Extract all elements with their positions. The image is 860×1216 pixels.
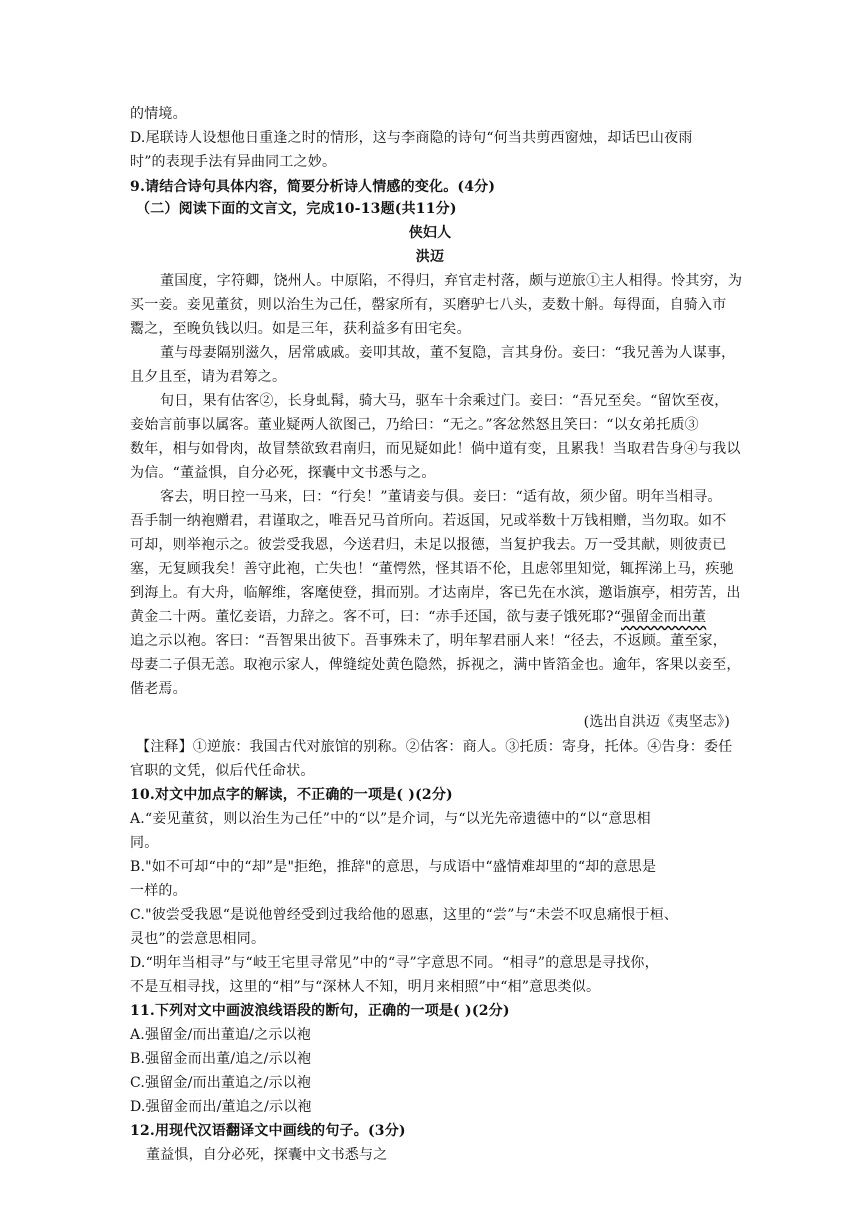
paragraph-1-line: 董国度，字符卿，饶州人。中原陷，不得归，弃官走村落，颇与逆旅①主人相得。怜其穷，为 [160,273,743,289]
q11-option: C.强留金/而出董追之/示以袍 [130,1075,312,1091]
paragraph-2-line: 董与母妻隔别滋久，居常戚戚。妾叩其故，董不复隐，言其身份。妾曰：“我兄善为人谋事， [160,345,736,361]
q11-option: A.强留金/而出董追/之示以袍 [130,1027,311,1043]
section-heading: （二）阅读下面的文言文，完成10-13题(共11分) [136,201,457,217]
paragraph-1-line: 买一妾。妾见董贫，则以治生为己任，罄家所有，买磨驴七八头，麦数十斛。每得面，自骑入市 [130,297,727,313]
q10-option-c-cont: 灵也”的尝意思相同。 [130,931,266,947]
paragraph-4-line-with-wavy [130,606,730,628]
notes-line: 【注释】①逆旅：我国古代对旅馆的别称。②估客：商人。③托质：寄身，托体。④告身：委任 [136,739,733,755]
q8-option-d-line2: 时”的表现手法有异曲同工之妙。 [130,154,337,170]
paragraph-4-line: 可却，则举袍示之。彼尝受我恩，今送君归，未足以报德，当复护我去。万一受其献，则彼责已 [130,537,727,553]
paragraph-4-line: 母妻二子俱无恙。取袍示家人，俾缝绽处黄色隐然，拆视之，满中皆箔金也。逾年，客果以妾至， [130,657,741,673]
q10-option-d-cont: 不是互相寻找，这里的“相”与“深林人不知，明月来相照”中“相”意思类似。 [130,979,601,995]
paragraph-4-line: 到海上。有大舟，临解维，客麾使登，揖而别。才达南岸，客已先在水滨，邀诣旗亭，相劳苦，出 [130,585,741,601]
q8-tail-line: 的情境。 [130,106,187,122]
paragraph-3-line: 妾始言前事以属客。董业疑两人欲图己，乃给曰：“无之。”客忿然怒且笑曰：“以女弟托质③ [130,417,699,433]
q11-option: B.强留金而出董/追之/示以袍 [130,1051,312,1067]
paragraph-4-line: 吾手制一纳袍赠君，君谨取之，唯吾兄马首所向。若返国，兄或举数十万钱相赠，当勿取。如不 [130,513,727,529]
question-9: 9.请结合诗句具体内容，简要分析诗人情感的变化。(4分) [130,179,496,195]
wavy-underlined-segment: 强留金而出董 [621,609,707,625]
paragraph-4-line: 塞，无复顾我矣！善守此袍，亡失也！“董愕然，怪其语不伦，且虑邻里知觉，辄挥涕上马，疾驰 [130,561,734,577]
paragraph-1-line: 鬻之，至晚负钱以归。如是三年，获利益多有田宅矣。 [130,321,471,337]
paragraph-4-line: 偕老焉。 [130,681,187,697]
notes-line: 官职的文凭，似后代任命状。 [130,763,315,779]
q11-option: D.强留金而出/董追之/示以袍 [130,1099,312,1115]
question-10: 10.对文中加点字的解读，不正确的一项是( )(2分) [130,787,453,803]
q10-option-a-cont: 同。 [130,835,159,851]
source-citation: (选出自洪迈《夷坚志》) [583,714,730,730]
q10-option-b: B."如不可却“中的“却”是"拒绝，推辞"的意思，与成语中“盛情难却里的“却的意思是 [130,859,657,875]
q12-sentence: 董益惧，自分必死，探囊中文书悉与之 [146,1147,388,1163]
q8-option-d-line1: D.尾联诗人设想他日重逢之时的情形，这与李商隐的诗句“何当共剪西窗烛，却话巴山夜雨 [130,130,693,146]
paragraph-3-line: 旬日，果有估客②，长身虬髯，骑大马，驱车十余乘过门。妾曰：“吾兄至矣。“留饮至夜， [160,393,729,409]
paragraph-3-line: 数年，相与如骨肉，故冒禁欲致君南归，而见疑如此！倘中道有变，且累我！当取君告身④与我以 [130,441,741,457]
question-11: 11.下列对文中画波浪线语段的断句，正确的一项是( )(2分) [130,1003,510,1019]
paragraph-3-line: 为信。“董益惧，自分必死，探囊中文书悉与之。 [130,465,436,481]
q10-option-d: D.“明年当相寻”与“岐王宅里寻常见”中的“寻”字意思不同。“相寻”的意思是寻找你， [130,955,659,971]
paragraph-4-line: 客去，明日控一马来，曰：“行矣！”董请妾与俱。妾曰：“适有故，须少留。明年当相寻。 [160,489,722,505]
passage-author: 洪迈 [415,249,445,265]
q10-option-b-cont: 一样的。 [130,883,187,899]
paragraph-4-text: 黄金二十两。董忆妾语，力辞之。客不可，曰：“赤手还国，欲与妻子饿死耶?“ [130,609,622,625]
question-12: 12.用现代汉语翻译文中画线的句子。(3分) [130,1123,406,1139]
q10-option-c: C."彼尝受我恩“是说他曾经受到过我给他的恩惠，这里的“尝”与“未尝不叹息痛恨于桓、 [130,907,679,923]
q10-option-a: A.“妾见董贫，则以治生为己任”中的“以”是介词，与“以光先帝遗德中的“以“意思相 [130,811,651,827]
passage-title: 侠妇人 [408,225,452,241]
paragraph-4-line: 追之示以袍。客曰：“吾智果出彼下。吾事殊未了，明年挈君丽人来！“径去，不返顾。董至家， [130,633,727,649]
paragraph-2-line: 且夕且至，请为君筹之。 [130,369,287,385]
